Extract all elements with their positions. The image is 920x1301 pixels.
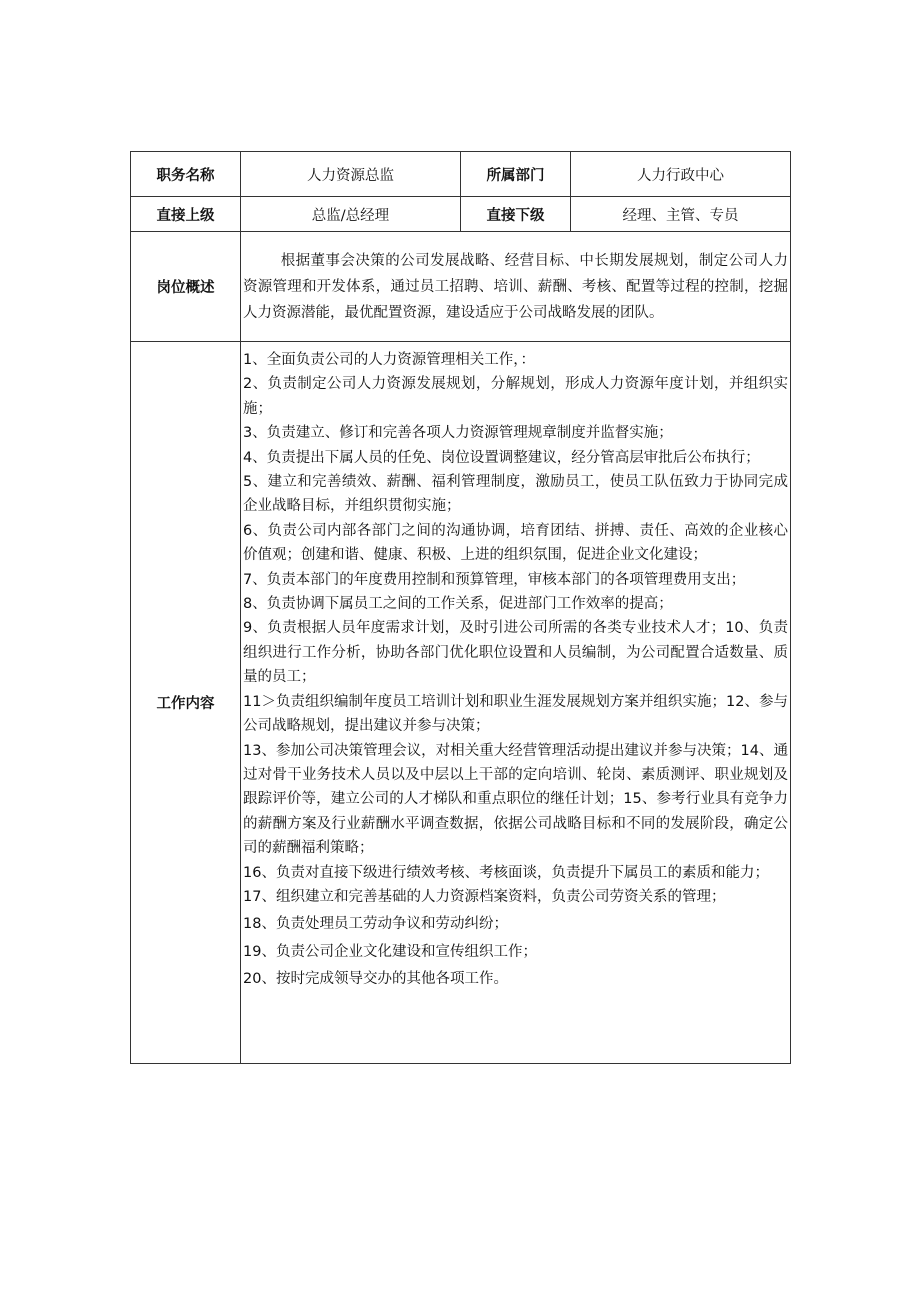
duty-item: 18、负责处理员工劳动争议和劳动纠纷； [243, 916, 508, 933]
duty-item: 4、负责提出下属人员的任免、岗位设置调整建议，经分管高层审批后公布执行； [243, 449, 760, 466]
label-job-title: 职务名称 [131, 152, 241, 197]
row-summary [131, 232, 791, 342]
duty-item: 17、组织建立和完善基础的人力资源档案资料，负责公司劳资关系的管理； [243, 888, 726, 905]
duty-item: 20、按时完成领导交办的其他各项工作。 [243, 971, 508, 988]
row-duties [131, 342, 791, 1064]
duty-item: 3、负责建立、修订和完善各项人力资源管理规章制度并监督实施； [243, 425, 673, 442]
label-job-duties: 工作内容 [131, 342, 241, 1064]
direct-subordinate-value: 经理、主管、专员 [571, 197, 791, 232]
row-reporting [131, 197, 791, 232]
duty-item: 9、负责根据人员年度需求计划，及时引进公司所需的各类专业技术人才；10、负责组织进行工作分析，协助各部门优化职位设置和人员编制，为公司配置合适数量、质量的员工； [243, 620, 788, 686]
position-summary-cell [241, 232, 791, 342]
job-title-value: 人力资源总监 [241, 152, 461, 197]
job-description-table [130, 151, 791, 1064]
label-position-summary: 岗位概述 [131, 232, 241, 342]
duty-item: 7、负责本部门的年度费用控制和预算管理，审核本部门的各项管理费用支出； [243, 571, 746, 588]
position-summary-text: 根据董事会决策的公司发展战略、经营目标、中长期发展规划，制定公司人力资源管理和开发体系，通过员工招聘、培训、薪酬、考核、配置等过程的控制，挖掘人力资源潜能，最优配置资源，建设适应于公司战略发展的团队。 [243, 252, 788, 321]
label-direct-subordinate: 直接下级 [461, 197, 571, 232]
row-title [131, 152, 791, 197]
label-department: 所属部门 [461, 152, 571, 197]
job-duties-cell [241, 342, 791, 1064]
duty-item: 11＞负责组织编制年度员工培训计划和职业生涯发展规划方案并组织实施；12、参与公司战略规划，提出建议并参与决策； [243, 693, 788, 735]
duty-item: 16、负责对直接下级进行绩效考核、考核面谈，负责提升下属员工的素质和能力； [243, 864, 769, 881]
department-value: 人力行政中心 [571, 152, 791, 197]
duty-item: 2、负责制定公司人力资源发展规划，分解规划，形成人力资源年度计划，并组织实施； [243, 376, 788, 417]
duty-item: 13、参加公司决策管理会议，对相关重大经营管理活动提出建议并参与决策；14、通过对骨干业务技术人员以及中层以上干部的定向培训、轮岗、素质测评、职业规划及跟踪评价等，建立公司的人才梯队和重点职位的继任计划；15、参考行业具有竞争力的薪酬方案及行业薪酬水平调查数据，依据公司战略目标和不同的发展阶段，确定公司的薪酬福利策略； [243, 742, 788, 857]
duty-item: 1、全面负责公司的人力资源管理相关工作，： [243, 352, 535, 368]
label-direct-superior: 直接上级 [131, 197, 241, 232]
duty-item: 8、负责协调下属员工之间的工作关系，促进部门工作效率的提高； [243, 596, 673, 613]
duty-item: 19、负责公司企业文化建设和宣传组织工作； [243, 943, 537, 960]
direct-superior-value: 总监/总经理 [241, 197, 461, 232]
duty-item: 5、建立和完善绩效、薪酬、福利管理制度，激励员工，使员工队伍致力于协同完成企业战略目标，并组织贯彻实施； [243, 474, 788, 515]
duty-item: 6、负责公司内部各部门之间的沟通协调，培育团结、拼搏、责任、高效的企业核心价值观；创建和谐、健康、积极、上进的组织氛围，促进企业文化建设； [243, 522, 788, 564]
